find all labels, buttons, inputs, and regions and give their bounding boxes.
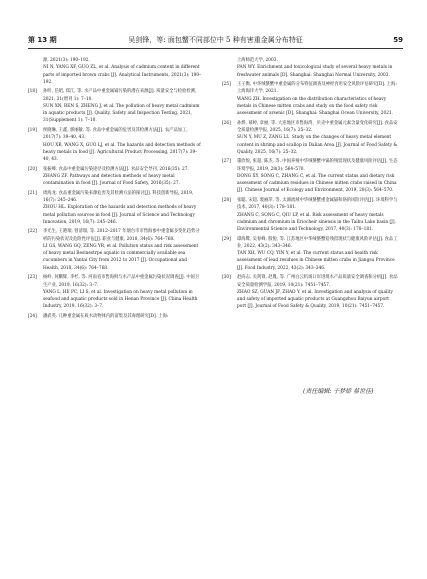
reference-text: 李光生, 王港瑞, 曾清瑞, 等. 2012–2017 年烟台市市售海参中重金属多变化趋势分析的污染状况及危险性评估[J]. 职业与健康, 2018, 34(6): 764–768. — [43, 229, 200, 242]
reference-text: 张聪, 宋超, 裘丽萍, 等. 太湖流域中华绒螯蟹重金属镉和铬的风险评估[J]. 环境科学与技术, 2017, 40(3): 178–181. — [237, 198, 398, 211]
reference-text: TAN XH, WU CQ, YIN Y, et al. The current status and health risk assessment of lead residues in Chinese mitten crabs in Jiangsu Province [J]. Food Industry, 2022, 43(2): 343–346. — [237, 251, 395, 271]
reference-number: [24] — [28, 313, 37, 319]
reference-text: HOU XB, WANG X, GUO LJ, et al. The hazards and detection methods of heavy metals in food [J]. Agricultural Product Processing, 2017(7): 39–40, 43. — [43, 142, 201, 163]
reference-entry — [28, 127, 202, 163]
reference-entry — [226, 57, 398, 79]
reference-number: [30] — [222, 275, 231, 281]
reference-entry — [222, 197, 398, 233]
reference-text: 孙烨, 慕婷, 章丽, 等. 大连地区市售海湾、贝壳中重金属元素含量变化研究[J]. 食品安全质量检测学报, 2025, 16(7): 25–32. — [237, 120, 398, 134]
reference-text: WANG ZH. Investigation on the distribution characteristics of heavy metals in Chinese mitten crabs and study on the food safety risk assessment of arsenic [D]. Shanghai: Shanghai Ocean University, 2021. — [237, 96, 394, 117]
reference-text: ZHANG ZF. Pathways and detection methods of heavy metal contamination in food [J]. Journal of Food Safety, 2016(35): 27. — [43, 173, 180, 187]
reference-entry — [28, 166, 202, 188]
reference-entry — [222, 158, 398, 194]
reference-text: 赵尚志, 关剑锋, 赵胤, 等. 广州白云机场口岸进境水产品质量安全调查和分析[J]. 食品安全质量检测学报, 2019, 10(21): 7451–7457. — [237, 275, 398, 288]
reference-text: NI N, YANG XF, GUO ZL, et al. Analysis of cadmium content in different parts of imported brown crabs [J]. Analytical Instruments, 2021(3): 190–192. — [43, 65, 202, 85]
reference-entry — [28, 313, 202, 320]
reference-text: 王子衡. 中华绒螯蟹中重金属的分布特征调查及神经食用安全风险评估研究[D]. 上海: 上海海洋大学, 2021. — [237, 82, 397, 95]
reference-number: [18] — [28, 89, 37, 95]
reference-number: [28] — [222, 198, 231, 204]
reference-number: [22] — [28, 229, 37, 235]
reference-number: [20] — [28, 166, 37, 172]
page-header — [28, 36, 403, 49]
reference-number: [21] — [28, 190, 37, 196]
reference-number: [23] — [28, 275, 37, 281]
reference-text: ZHAO SZ, GUAN JF, ZHAO Y, et al. Investigation and analysis of quality and safety of imported aquatic products at Guangzhou Baiyun airport port [J]. Journal of Food Safety & Quality, 2019, 10(21): 7451–7457. — [237, 289, 393, 310]
reference-text: 源, 2021(3): 190–192. — [43, 58, 90, 63]
running-title: 吴剑锋，等: 面包蟹不同部位中 5 种有害重金属分布特征 — [128, 36, 303, 44]
reference-number: [27] — [222, 159, 231, 165]
reference-entry — [28, 274, 202, 310]
reference-text: 潘武英. 几种重金属在质水动物体内的富集及其毒理研究[D]. 上海: — [43, 313, 169, 319]
reference-entry — [32, 57, 202, 86]
reference-text: 周海龙. 食品重金属污染来源危害及其检测方法的探讨[J]. 科技创新导报, 2019, 16(7): 245–246. — [43, 190, 194, 204]
reference-text: 张振峰. 食品中重金属污染途径及检测方法[J]. 食品安全导刊, 2016(35): 27. — [43, 166, 189, 172]
editor-note: (责任编辑: 于梦娇 蔡世佳) — [303, 388, 374, 395]
reference-entry — [222, 120, 398, 156]
reference-text: 董欣悦, 张超, 陈杰, 等. 中国养殖中华绒螯蟹中镉的残留现状及健康风险评估[J]. 生态环境学报, 2019, 28(3): 564–570. — [237, 159, 398, 172]
reference-entry — [28, 88, 202, 124]
reference-text: 杨岭, 何鹏辉, 李杉, 等. 河南省市售海鲜与水产品中重金属污染状况调查[J]. 中国卫生产业, 2019, 16(32): 3–7. — [43, 275, 200, 288]
reference-text: LI GS, WANG GQ, ZENG YR, et al. Pollution status and risk assessment of heavy metal Besinestrpe aquatic in commercially available sea cucumbers in Yantai City from 2012 to 2017 [J]. Occupational and Health, 2018, 34(6): 764–768. — [43, 243, 199, 271]
reference-text: ZHOU HL. Exploration of the hazards and detection methods of heavy metal pollution sources in food [J]. Journal of Science and Technology Innovation, 2019, 16(7): 245–246. — [43, 205, 197, 225]
reference-text: 谭海鹭, 吴春峰, 殷悦, 等. 江苏地区中华绒螯蟹铅残留现状与健康风险评估[J]. 食品工业, 2022, 43(2): 343–346. — [237, 236, 398, 249]
page-number: 59 — [393, 36, 403, 44]
reference-text: 上海师范大学, 2003. — [237, 58, 278, 63]
reference-text: ZHANG C, SONG C, QIU LP, et al. Risk assessment of heavy metals cadmium and chromium in Eriocheir sinensis in the Taihu Lake basin [J]. Environmental Science and Technology, 2017, 40(3): 178–181. — [237, 212, 396, 233]
reference-entry — [222, 81, 398, 117]
reference-text: 侯晓琳, 王鑫, 郭丽敏, 等. 食品中重金属的危害及其检测方法[J]. 农产品加工, 2017(7): 39–40, 43. — [43, 128, 188, 141]
reference-entry — [222, 274, 398, 310]
reference-number: [29] — [222, 236, 231, 242]
reference-text: SUN XN, REN S, ZHENG J, et al. The pollution of heavy metal cadmium in aquatic products [J]. Quality, Safety and Inspection Testing, 2021, 31(Supplement 1): 7–10. — [43, 103, 200, 124]
reference-number: [25] — [222, 82, 231, 88]
reference-text: YANG L, HE PC, LI S, et al. Investigation on heavy metal pollution in seafood and aquatic products sold in Henan Province [J]. China Health Industry, 2019, 16(32): 3–7. — [43, 289, 198, 310]
issue-label: 第 13 期 — [28, 36, 57, 44]
reference-entry — [28, 228, 202, 272]
reference-entry — [222, 236, 398, 272]
reference-number: [26] — [222, 120, 231, 126]
reference-text: DONG XY, SONG C, ZHANG C, et al. The current status and dietary risk assessment of cadmium residues in Chinese mitten crabs raised in China [J]. Chinese Journal of Ecology and Environment, 2019, 28(3): 564–570. — [237, 173, 397, 194]
reference-text: PAN WY. Enrichment and toxicological study of several heavy metals in freshwater animals [D]. Shanghai: Shanghai Normal University, 2003. — [237, 65, 393, 78]
references-right-column — [222, 57, 398, 313]
reference-text: 孙昕, 任昭, 郑江, 等. 水产品中重金属镉污染的潜在来源[J]. 质量安全与检验检测, 2021, 31(增刊 1): 7–10. — [43, 89, 197, 102]
reference-number: [19] — [28, 128, 37, 134]
references-left-column — [28, 57, 202, 323]
reference-entry — [28, 190, 202, 226]
reference-text: SUN Y, MU Z, ZANG LL. Study on the changes of heavy metal element content in shrimp and scallop in Dalian Area [J]. Journal of Food Safety & Quality, 2025, 16(7): 25–32. — [237, 135, 398, 155]
